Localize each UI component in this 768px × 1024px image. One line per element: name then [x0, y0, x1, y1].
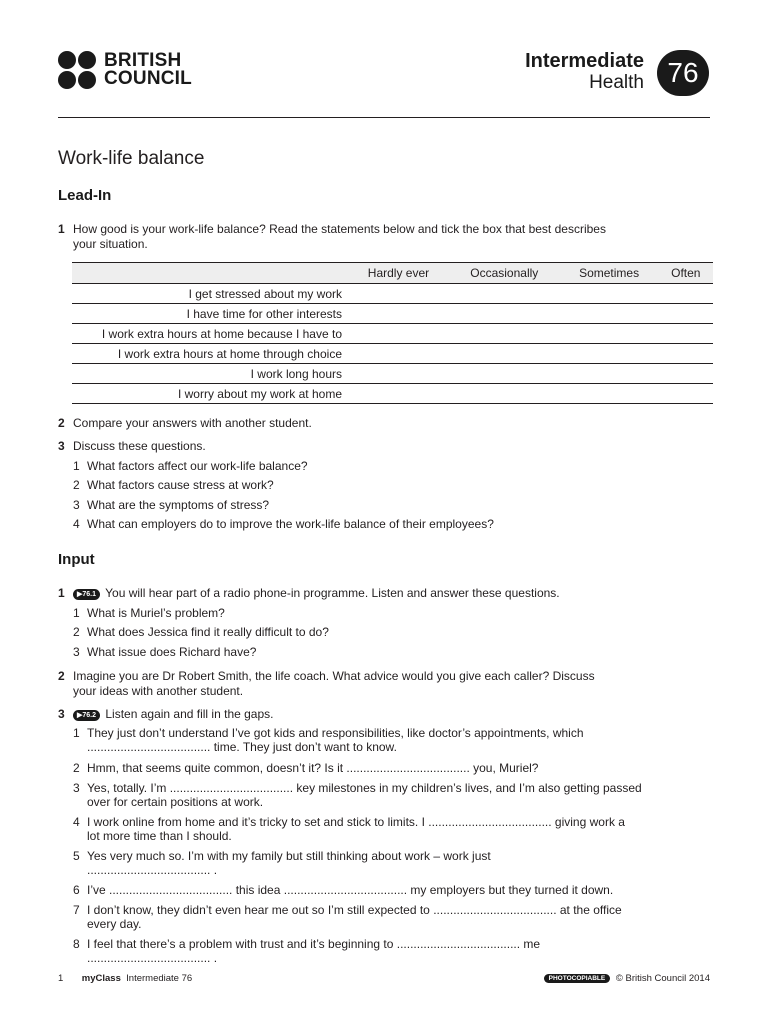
item-text: I work online from home and it’s tricky to set and stick to limits. I ..................................... giving work a lot more time than I should.: [87, 815, 625, 843]
statement-cell: I work extra hours at home because I have to: [72, 324, 348, 344]
unit-number-badge: 76: [657, 50, 709, 96]
tick-box[interactable]: [659, 304, 713, 324]
question-text: You will hear part of a radio phone-in programme. Listen and answer these questions.: [105, 586, 560, 600]
table-row: [72, 344, 713, 364]
tick-box[interactable]: [348, 284, 449, 304]
statement-cell: I worry about my work at home: [72, 384, 348, 404]
question-text: Imagine you are Dr Robert Smith, the life coach. What advice would you give each caller? Discuss your ideas with another student.: [73, 669, 595, 698]
question-number: 3: [58, 439, 65, 453]
tick-box[interactable]: [659, 364, 713, 384]
tick-box[interactable]: [560, 384, 659, 404]
list-item: [73, 478, 274, 492]
footer-right: [544, 973, 710, 984]
audio-track-number: 76.1: [82, 591, 97, 598]
lead-in-question-2: [58, 416, 312, 431]
tick-box[interactable]: [659, 344, 713, 364]
list-item: [73, 517, 494, 531]
item-number: 4: [73, 517, 80, 531]
tick-box[interactable]: [659, 324, 713, 344]
column-header: Often: [659, 263, 713, 284]
item-text: What does Jessica find it really difficult to do?: [87, 625, 329, 639]
gap-fill-item: [73, 781, 643, 809]
item-text: Yes very much so. I’m with my family but still thinking about work – work just ..................................... .: [87, 849, 491, 877]
tick-box[interactable]: [560, 364, 659, 384]
copyright: © British Council 2014: [615, 973, 710, 984]
question-text: Discuss these questions.: [73, 439, 206, 453]
item-text: I’ve ..................................... this idea ..................................... my employers but they turned it down.: [87, 883, 614, 897]
input-heading: Input: [58, 551, 95, 568]
item-text: I feel that there’s a problem with trust and it’s beginning to ..................................... me ..................................... .: [87, 937, 541, 965]
item-text: What issue does Richard have?: [87, 645, 257, 659]
gap-fill-item: [73, 726, 633, 754]
item-number: 7: [73, 903, 80, 917]
tick-box[interactable]: [449, 304, 560, 324]
question-number: 3: [58, 707, 65, 721]
item-number: 2: [73, 625, 80, 639]
list-item: [73, 459, 308, 473]
input-question-3: [58, 707, 273, 722]
tick-box[interactable]: [449, 324, 560, 344]
audio-track-badge[interactable]: ▶76.2: [73, 710, 100, 721]
logo-line-2: COUNCIL: [104, 68, 192, 89]
list-item: [73, 625, 329, 639]
tick-box[interactable]: [560, 304, 659, 324]
audio-track-number: 76.2: [82, 712, 97, 719]
list-item: [73, 645, 256, 659]
statement-cell: I work long hours: [72, 364, 348, 384]
item-text: What factors affect our work-life balance?: [87, 459, 308, 473]
item-number: 2: [73, 761, 80, 775]
column-header: Hardly ever: [348, 263, 449, 284]
level-title: Intermediate: [525, 50, 644, 72]
page-title: Work-life balance: [58, 148, 205, 169]
item-number: 1: [73, 726, 80, 740]
tick-box[interactable]: [659, 384, 713, 404]
gap-fill-item: [73, 815, 635, 843]
question-number: 2: [58, 416, 65, 430]
statement-cell: I get stressed about my work: [72, 284, 348, 304]
question-number: 2: [58, 669, 65, 683]
item-text: Yes, totally. I’m ..................................... key milestones in my children’s lives, and I’m also getting passed over for certain positions at work.: [87, 781, 642, 809]
table-row: [72, 284, 713, 304]
item-number: 5: [73, 849, 80, 863]
level-topic: Health: [589, 72, 644, 93]
logo-dots-icon: [58, 51, 96, 89]
audio-track-badge[interactable]: ▶76.1: [73, 589, 100, 600]
gap-fill-item: [73, 937, 583, 965]
header-divider: [58, 117, 710, 118]
tick-box[interactable]: [449, 284, 560, 304]
statement-cell: I work extra hours at home through choice: [72, 344, 348, 364]
table-row: [72, 304, 713, 324]
column-header: Occasionally: [449, 263, 560, 284]
gap-fill-item: [73, 903, 643, 931]
gap-fill-item: [73, 849, 535, 877]
item-number: 2: [73, 478, 80, 492]
item-number: 4: [73, 815, 80, 829]
tick-box[interactable]: [560, 324, 659, 344]
item-number: 8: [73, 937, 80, 951]
item-text: Hmm, that seems quite common, doesn’t it? Is it ..................................... you, Muriel?: [87, 761, 539, 775]
column-header: Sometimes: [560, 263, 659, 284]
footer-brand: myClass: [81, 973, 121, 984]
logo-line-1: BRITISH: [104, 50, 182, 71]
item-text: They just don’t understand I’ve got kids and responsibilities, like doctor’s appointments, which ..................................... time. They just don’t want to know.: [87, 726, 584, 754]
lead-in-question-3: [58, 439, 206, 454]
item-number: 6: [73, 883, 80, 897]
gap-fill-item: [73, 883, 613, 897]
input-question-1: [58, 586, 698, 601]
statements-table: [72, 262, 713, 404]
item-text: What are the symptoms of stress?: [87, 498, 270, 512]
photocopiable-badge: PHOTOCOPIABLE: [544, 974, 611, 983]
table-row: [72, 324, 713, 344]
item-text: I don’t know, they didn’t even hear me out so I’m still expected to ..................................... at the office every day.: [87, 903, 622, 931]
tick-box[interactable]: [449, 344, 560, 364]
table-header-blank: [72, 263, 348, 284]
page-number: 1: [58, 973, 64, 984]
item-text: What factors cause stress at work?: [87, 478, 274, 492]
tick-box[interactable]: [348, 364, 449, 384]
list-item: [73, 498, 269, 512]
tick-box[interactable]: [449, 384, 560, 404]
tick-box[interactable]: [560, 284, 659, 304]
item-text: What can employers do to improve the work-life balance of their employees?: [87, 517, 494, 531]
tick-box[interactable]: [659, 284, 713, 304]
table-row: [72, 384, 713, 404]
list-item: [73, 606, 225, 620]
tick-box[interactable]: [348, 384, 449, 404]
tick-box[interactable]: [560, 344, 659, 364]
lead-in-question-1: [58, 222, 628, 251]
question-text: Compare your answers with another student.: [73, 416, 312, 430]
question-number: 1: [58, 222, 65, 236]
tick-box[interactable]: [348, 304, 449, 324]
level-header: [525, 50, 644, 94]
tick-box[interactable]: [449, 364, 560, 384]
tick-box[interactable]: [348, 344, 449, 364]
footer-course: Intermediate 76: [126, 973, 193, 984]
item-number: 3: [73, 498, 80, 512]
question-text: Listen again and fill in the gaps.: [105, 707, 274, 721]
question-number: 1: [58, 586, 65, 600]
item-number: 1: [73, 459, 80, 473]
statement-cell: I have time for other interests: [72, 304, 348, 324]
item-number: 3: [73, 781, 80, 795]
input-question-2: [58, 669, 618, 698]
gap-fill-item: [73, 761, 538, 775]
item-number: 3: [73, 645, 80, 659]
lead-in-heading: Lead-In: [58, 187, 112, 204]
british-council-logo: [58, 51, 192, 89]
table-header-row: [72, 263, 713, 284]
tick-box[interactable]: [348, 324, 449, 344]
table-row: [72, 364, 713, 384]
question-text: How good is your work-life balance? Read the statements below and tick the box that best describes your situation.: [73, 222, 606, 251]
item-number: 1: [73, 606, 80, 620]
footer-left: [58, 973, 192, 984]
item-text: What is Muriel’s problem?: [87, 606, 225, 620]
